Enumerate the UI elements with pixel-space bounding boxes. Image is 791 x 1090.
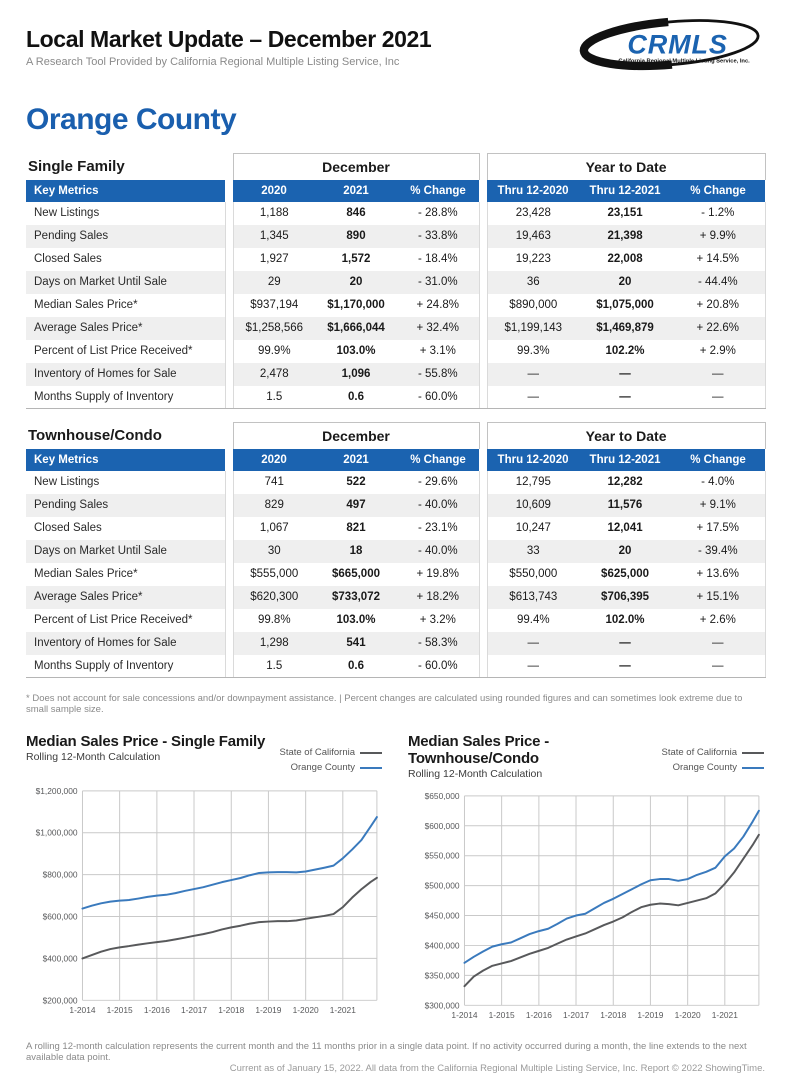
col-ytd-pct-change: % Change (671, 449, 765, 471)
metric-value: 102.2% (605, 345, 645, 357)
legend-line-swatch (360, 767, 382, 769)
metric-label: Closed Sales (34, 253, 102, 265)
metric-value: — (671, 386, 765, 409)
column-gap (479, 294, 487, 317)
table-row (26, 563, 765, 586)
metric-value: — (487, 386, 579, 409)
chart-legend (279, 746, 382, 775)
column-gap (479, 449, 487, 471)
metric-label: New Listings (34, 476, 100, 488)
column-gap (479, 423, 487, 449)
column-gap (479, 248, 487, 271)
legend-line-swatch (742, 752, 764, 754)
metric-value: 99.4% (516, 614, 550, 626)
metric-value: 1,067 (259, 522, 289, 534)
column-gap (225, 363, 233, 386)
column-gap (479, 363, 487, 386)
crmls-logo-icon (579, 16, 765, 74)
column-gap (225, 271, 233, 294)
metric-value: - 31.0% (397, 271, 479, 294)
svg-text:1-2018: 1-2018 (600, 1010, 627, 1021)
metric-value: 99.8% (257, 614, 291, 626)
column-gap (479, 609, 487, 632)
metric-value: — (579, 655, 671, 678)
col-pct-change: % Change (397, 449, 479, 471)
metric-value: - 39.4% (671, 540, 765, 563)
rolling-calculation-note: A rolling 12-month calculation represents the current month and the 11 months prior in a single data point. If no activity occurred during a month, the line extends to the next available data point. (26, 1041, 747, 1063)
metric-value: 21,398 (579, 225, 671, 248)
metric-value: 33 (487, 540, 579, 563)
column-gap (225, 294, 233, 317)
legend-item (279, 746, 382, 761)
column-gap (225, 609, 233, 632)
svg-text:1-2019: 1-2019 (637, 1010, 664, 1021)
metric-value: — (579, 632, 671, 655)
column-gap (225, 423, 233, 449)
metric-value: 36 (487, 271, 579, 294)
column-gap (225, 449, 233, 471)
col-thru-2020: Thru 12-2020 (487, 180, 579, 202)
column-gap (479, 494, 487, 517)
table-row (26, 317, 765, 340)
metric-value: - 33.8% (397, 225, 479, 248)
column-gap (225, 655, 233, 678)
col-2021: 2021 (315, 180, 397, 202)
svg-text:$200,000: $200,000 (42, 995, 78, 1006)
crmls-logo (579, 16, 765, 79)
column-gap (479, 180, 487, 202)
metric-value: 829 (233, 494, 315, 517)
metric-value: - 18.4% (417, 253, 458, 265)
single-family-table (26, 153, 766, 409)
table-row (26, 363, 765, 386)
svg-text:1-2017: 1-2017 (180, 1005, 208, 1016)
metric-value: + 14.5% (671, 248, 765, 271)
legend-label: Orange County (672, 761, 737, 773)
metric-value: - 28.8% (417, 207, 458, 219)
metric-value: + 18.2% (397, 586, 479, 609)
table-row (26, 609, 765, 632)
column-gap (225, 517, 233, 540)
report-header (26, 10, 765, 79)
metric-value: + 22.6% (671, 317, 765, 340)
metric-value: 29 (233, 271, 315, 294)
table-row (26, 655, 765, 678)
svg-text:1-2020: 1-2020 (292, 1005, 319, 1016)
svg-text:$350,000: $350,000 (424, 970, 460, 981)
column-gap (479, 517, 487, 540)
table-row (26, 386, 765, 409)
table-row (26, 632, 765, 655)
metric-value: 10,247 (515, 522, 551, 534)
svg-text:$600,000: $600,000 (424, 820, 460, 831)
column-gap (225, 248, 233, 271)
metric-value: $937,194 (250, 299, 299, 311)
metric-value: 1,298 (233, 632, 315, 655)
column-gap (479, 586, 487, 609)
metric-label: Months Supply of Inventory (26, 655, 225, 678)
metric-value: — (671, 632, 765, 655)
metric-value: — (671, 363, 765, 386)
metric-value: + 20.8% (671, 294, 765, 317)
column-gap (479, 271, 487, 294)
legend-line-swatch (742, 767, 764, 769)
metric-value: - 29.6% (417, 476, 458, 488)
svg-text:1-2021: 1-2021 (329, 1005, 356, 1016)
column-gap (225, 632, 233, 655)
metric-value: $1,258,566 (233, 317, 315, 340)
metric-value: 23,428 (515, 207, 551, 219)
column-gap (479, 154, 487, 180)
region-title: Orange County (26, 103, 237, 136)
table-row (26, 248, 765, 271)
column-gap (479, 386, 487, 409)
chart-subtitle: Rolling 12-Month Calculation (26, 751, 161, 763)
column-gap (225, 202, 233, 225)
table-row (26, 517, 765, 540)
table-column-header (26, 180, 765, 202)
metric-value: 19,223 (515, 253, 551, 265)
section-title: Single Family (28, 158, 125, 175)
table-footnote: * Does not account for sale concessions and/or downpayment assistance. | Percent changes are calculated using rounded figures and can sometimes look extreme due to small sample size. (26, 693, 743, 715)
townhouse-condo-table (26, 422, 766, 678)
chart-title: Median Sales Price - Single Family (26, 733, 266, 750)
metric-value: - 40.0% (397, 494, 479, 517)
col-2020: 2020 (233, 180, 315, 202)
svg-text:1-2020: 1-2020 (674, 1010, 701, 1021)
chart-subtitle: Rolling 12-Month Calculation (408, 768, 543, 780)
table-row (26, 271, 765, 294)
metric-value: 846 (346, 207, 366, 219)
metric-value: 741 (264, 476, 284, 488)
table-row (26, 586, 765, 609)
metric-value: 1,096 (315, 363, 397, 386)
chart-legend (661, 746, 764, 775)
svg-text:$500,000: $500,000 (424, 880, 460, 891)
metric-value: 30 (233, 540, 315, 563)
column-gap (479, 655, 487, 678)
metric-value: 20 (579, 271, 671, 294)
metric-value: - 40.0% (397, 540, 479, 563)
metric-value: + 15.1% (671, 586, 765, 609)
svg-text:1-2019: 1-2019 (255, 1005, 282, 1016)
col-pct-change: % Change (397, 180, 479, 202)
legend-item (279, 761, 382, 776)
report-footer: Current as of January 15, 2022. All data from the California Regional Multiple Listing Service, Inc. Report © 2022 ShowingTime. (229, 1063, 765, 1074)
chart-townhouse-condo (408, 733, 764, 1031)
metric-value: - 60.0% (397, 655, 479, 678)
metric-label: New Listings (34, 207, 100, 219)
column-gap (225, 340, 233, 363)
column-gap (479, 632, 487, 655)
table-row (26, 471, 765, 494)
column-gap (479, 202, 487, 225)
metric-value: + 24.8% (416, 299, 460, 311)
december-group-header: December (233, 423, 479, 449)
col-2021: 2021 (315, 449, 397, 471)
metric-value: 99.3% (516, 345, 550, 357)
svg-text:$450,000: $450,000 (424, 910, 460, 921)
chart-title: Median Sales Price - Townhouse/Condo (408, 733, 550, 767)
svg-text:1-2016: 1-2016 (143, 1005, 170, 1016)
metric-value: $733,072 (315, 586, 397, 609)
ytd-group-header: Year to Date (487, 423, 765, 449)
svg-text:$1,200,000: $1,200,000 (35, 786, 78, 797)
column-gap (225, 317, 233, 340)
metric-value: + 13.6% (671, 563, 765, 586)
metric-label: Days on Market Until Sale (26, 271, 225, 294)
metric-label: Months Supply of Inventory (26, 386, 225, 409)
metric-label: Inventory of Homes for Sale (26, 363, 225, 386)
col-thru-2020: Thru 12-2020 (487, 449, 579, 471)
svg-text:$800,000: $800,000 (42, 870, 78, 881)
svg-text:$600,000: $600,000 (42, 911, 78, 922)
key-metrics-header: Key Metrics (26, 180, 225, 202)
column-gap (225, 225, 233, 248)
svg-text:1-2015: 1-2015 (106, 1005, 133, 1016)
metric-value: — (487, 632, 579, 655)
table-group-header (26, 154, 765, 180)
metric-value: 19,463 (487, 225, 579, 248)
metric-value: $665,000 (332, 568, 380, 580)
table-row (26, 202, 765, 225)
metric-value: $1,469,879 (579, 317, 671, 340)
metric-value: $706,395 (579, 586, 671, 609)
table-column-header (26, 449, 765, 471)
column-gap (225, 494, 233, 517)
metric-value: 1,188 (259, 207, 289, 219)
metric-label: Percent of List Price Received* (34, 614, 193, 626)
svg-text:1-2018: 1-2018 (218, 1005, 245, 1016)
metric-value: 99.9% (257, 345, 291, 357)
metric-value: + 32.4% (397, 317, 479, 340)
svg-text:1-2014: 1-2014 (69, 1005, 96, 1016)
line-chart-townhouse-condo (408, 784, 764, 1031)
charts-section (26, 733, 765, 1031)
metric-value: 1.5 (233, 386, 315, 409)
metric-value: - 1.2% (671, 202, 765, 225)
table-row (26, 294, 765, 317)
metric-label: Median Sales Price* (34, 568, 138, 580)
svg-text:1-2021: 1-2021 (711, 1010, 738, 1021)
metric-value: $890,000 (509, 299, 558, 311)
column-gap (225, 386, 233, 409)
logo-tagline: California Regional Multiple Listing Service, Inc. (618, 58, 750, 65)
legend-line-swatch (360, 752, 382, 754)
col-thru-2021: Thru 12-2021 (579, 449, 671, 471)
column-gap (479, 471, 487, 494)
metric-value: + 9.9% (671, 225, 765, 248)
metric-value: - 23.1% (417, 522, 458, 534)
metric-value: - 55.8% (397, 363, 479, 386)
metric-value: - 44.4% (671, 271, 765, 294)
svg-text:$650,000: $650,000 (424, 790, 460, 801)
metric-value: 821 (346, 522, 366, 534)
metric-value: + 9.1% (671, 494, 765, 517)
metric-value: — (579, 386, 671, 409)
metric-value: 11,576 (579, 494, 671, 517)
metric-label: Median Sales Price* (34, 299, 138, 311)
table-row (26, 225, 765, 248)
svg-text:1-2017: 1-2017 (562, 1010, 590, 1021)
column-gap (225, 586, 233, 609)
metric-value: 103.0% (336, 614, 376, 626)
svg-text:1-2015: 1-2015 (488, 1010, 515, 1021)
svg-text:1-2014: 1-2014 (451, 1010, 478, 1021)
metric-label: Pending Sales (26, 494, 225, 517)
metric-value: — (579, 363, 671, 386)
metric-value: 1,345 (233, 225, 315, 248)
svg-text:1-2016: 1-2016 (525, 1010, 552, 1021)
metric-label: Average Sales Price* (26, 586, 225, 609)
metric-label: Percent of List Price Received* (34, 345, 193, 357)
metric-value: 497 (315, 494, 397, 517)
metric-value: 23,151 (607, 207, 643, 219)
logo-brand-text: CRMLS (627, 29, 728, 60)
metric-value: — (487, 655, 579, 678)
metric-value: 18 (315, 540, 397, 563)
table-row (26, 494, 765, 517)
metric-value: — (487, 363, 579, 386)
column-gap (225, 471, 233, 494)
col-2020: 2020 (233, 449, 315, 471)
section-title: Townhouse/Condo (28, 427, 162, 444)
metric-value: 20 (579, 540, 671, 563)
metric-value: — (671, 655, 765, 678)
column-gap (225, 180, 233, 202)
december-group-header: December (233, 154, 479, 180)
metric-value: $1,666,044 (315, 317, 397, 340)
metric-value: 10,609 (487, 494, 579, 517)
legend-item (661, 761, 764, 776)
metric-value: 1,572 (341, 253, 371, 265)
metric-value: $1,170,000 (327, 299, 385, 311)
column-gap (225, 540, 233, 563)
column-gap (479, 317, 487, 340)
metric-value: - 58.3% (397, 632, 479, 655)
metric-value: $625,000 (601, 568, 650, 580)
report-subtitle: A Research Tool Provided by California Regional Multiple Listing Service, Inc (26, 56, 400, 68)
metric-value: 890 (315, 225, 397, 248)
metric-value: $1,199,143 (487, 317, 579, 340)
metric-value: 12,041 (607, 522, 643, 534)
col-thru-2021: Thru 12-2021 (579, 180, 671, 202)
metric-value: 522 (346, 476, 366, 488)
metric-value: 102.0% (605, 614, 645, 626)
metric-value: + 2.6% (671, 609, 765, 632)
metric-label: Average Sales Price* (26, 317, 225, 340)
metric-value: $555,000 (250, 568, 299, 580)
metric-value: $620,300 (233, 586, 315, 609)
column-gap (225, 563, 233, 586)
metric-value: 20 (315, 271, 397, 294)
metric-value: $613,743 (487, 586, 579, 609)
metric-value: 2,478 (233, 363, 315, 386)
metric-value: 12,282 (607, 476, 643, 488)
column-gap (225, 154, 233, 180)
metric-label: Days on Market Until Sale (26, 540, 225, 563)
report-title: Local Market Update – December 2021 (26, 26, 432, 52)
metric-label: Inventory of Homes for Sale (26, 632, 225, 655)
metric-value: + 19.8% (416, 568, 460, 580)
svg-text:$1,000,000: $1,000,000 (35, 828, 78, 839)
metric-value: + 3.1% (419, 345, 456, 357)
svg-text:$300,000: $300,000 (424, 1000, 460, 1011)
column-gap (479, 225, 487, 248)
metric-value: 22,008 (607, 253, 643, 265)
table-row (26, 340, 765, 363)
line-chart-single-family (26, 779, 382, 1026)
svg-text:$400,000: $400,000 (42, 953, 78, 964)
table-group-header (26, 423, 765, 449)
metric-value: 0.6 (315, 655, 397, 678)
col-ytd-pct-change: % Change (671, 180, 765, 202)
svg-text:$400,000: $400,000 (424, 940, 460, 951)
legend-label: State of California (661, 747, 737, 758)
metric-value: 541 (315, 632, 397, 655)
table-row (26, 540, 765, 563)
metric-value: 1,927 (259, 253, 289, 265)
metric-label: Closed Sales (34, 522, 102, 534)
metric-label: Pending Sales (26, 225, 225, 248)
metric-value: 1.5 (233, 655, 315, 678)
metric-value: 12,795 (515, 476, 551, 488)
column-gap (479, 563, 487, 586)
metric-value: + 17.5% (671, 517, 765, 540)
metric-value: - 4.0% (671, 471, 765, 494)
column-gap (479, 540, 487, 563)
ytd-group-header: Year to Date (487, 154, 765, 180)
metric-value: 0.6 (315, 386, 397, 409)
metric-value: + 3.2% (419, 614, 456, 626)
chart-single-family (26, 733, 382, 1031)
svg-text:$550,000: $550,000 (424, 850, 460, 861)
metric-value: 103.0% (336, 345, 376, 357)
metric-value: $550,000 (509, 568, 558, 580)
key-metrics-header: Key Metrics (26, 449, 225, 471)
metric-value: $1,075,000 (596, 299, 654, 311)
metric-value: - 60.0% (397, 386, 479, 409)
column-gap (479, 340, 487, 363)
metric-value: + 2.9% (671, 340, 765, 363)
legend-item (661, 746, 764, 761)
legend-label: State of California (279, 747, 355, 758)
legend-label: Orange County (290, 761, 355, 773)
